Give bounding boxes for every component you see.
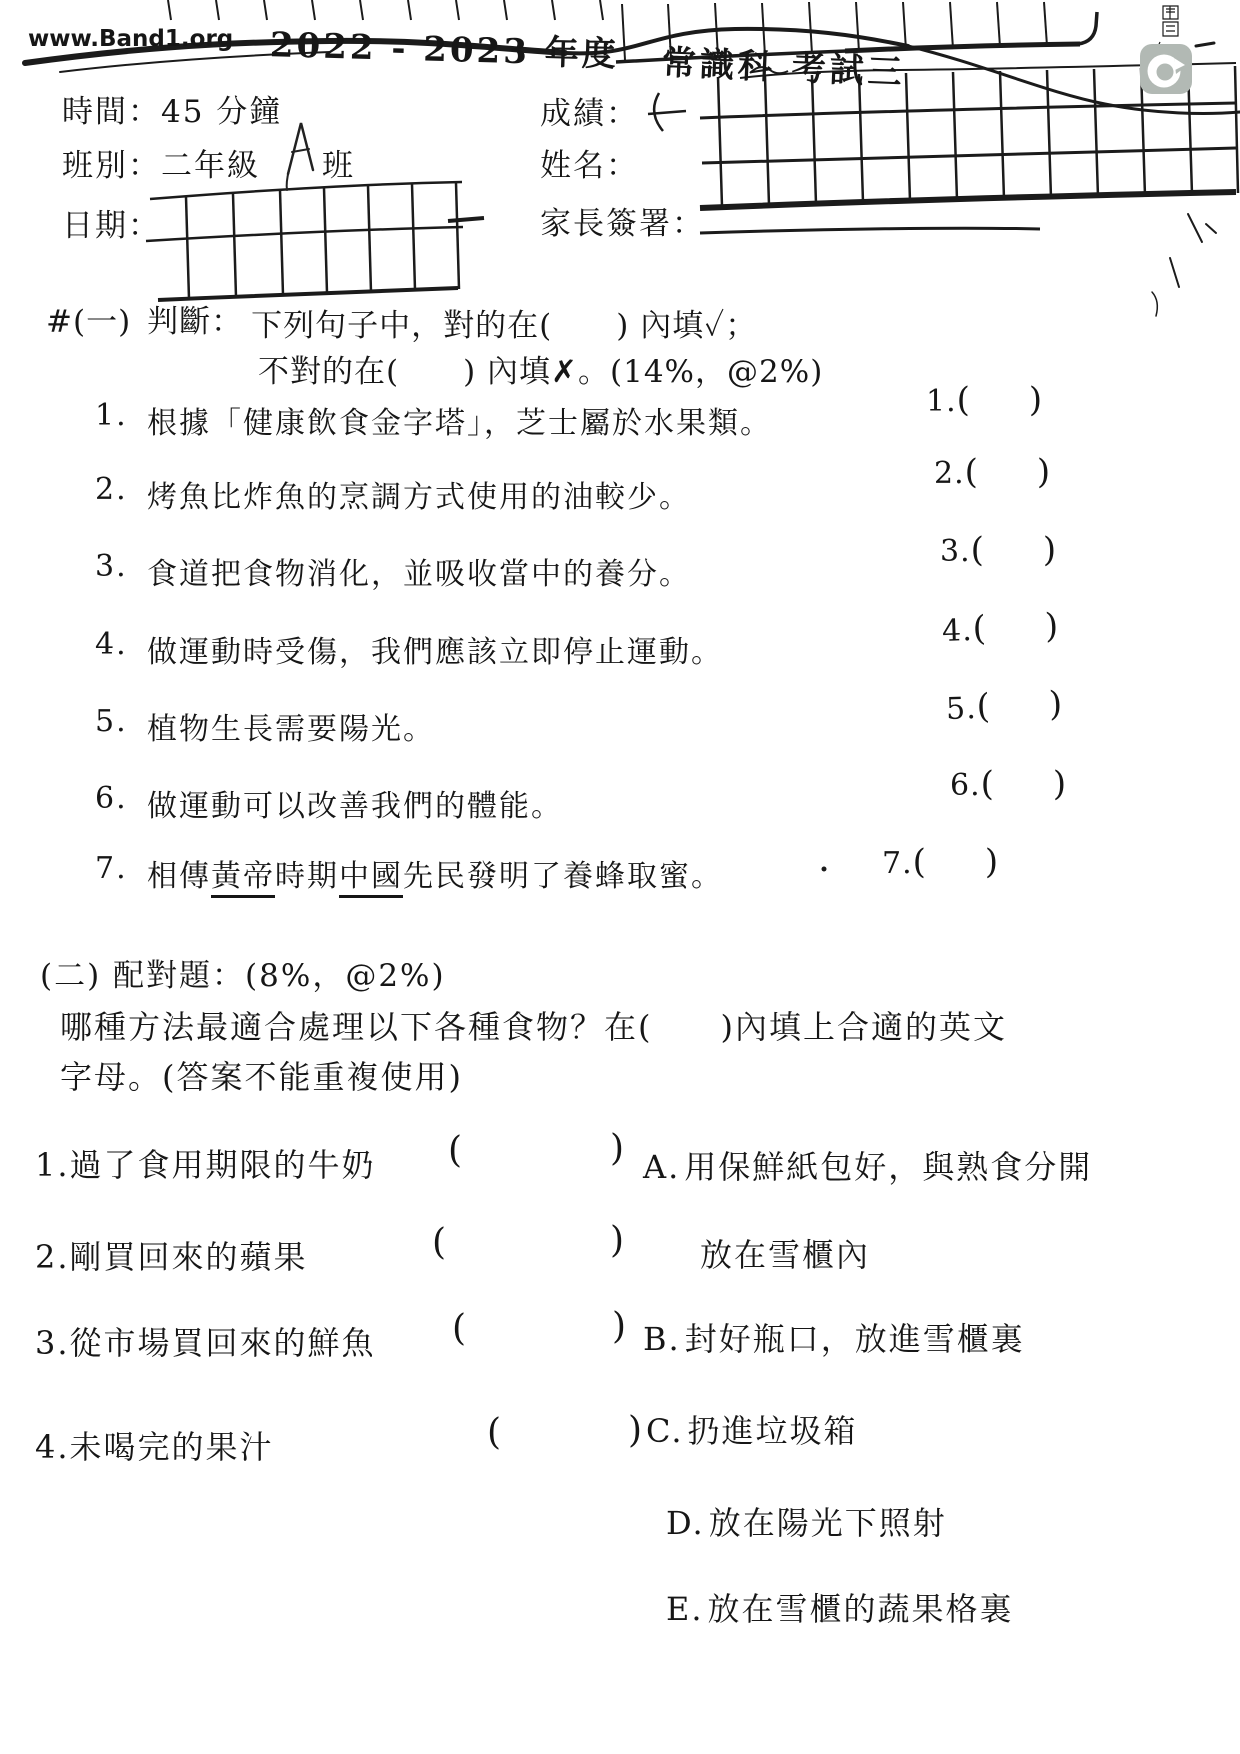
question-number: 3. <box>95 549 128 584</box>
time-value: 45 分鐘 <box>161 94 283 130</box>
name-label: 姓名： <box>540 148 639 184</box>
matching-option-a-line2: 放在雪櫃內 <box>700 1236 871 1274</box>
class-suffix: 班 <box>322 148 355 184</box>
section1-number: #(一) <box>46 304 132 340</box>
question-text: 植物生長需要陽光。 <box>147 712 435 747</box>
score-name-grid[interactable] <box>700 66 1238 206</box>
matching-blank-3-close[interactable]: ) <box>612 1306 627 1347</box>
question-number: 4. <box>95 627 128 662</box>
exam-title-year: 2022 - 2023 年度 <box>269 25 620 75</box>
matching-blank-4-open[interactable]: ( <box>487 1412 502 1453</box>
question-text: 做運動時受傷，我們應該立即停止運動。 <box>147 635 723 670</box>
section2-instruction-line2: 字母。(答案不能重複使用) <box>60 1058 463 1096</box>
answer-blank-1[interactable]: 1.( ) <box>926 380 1044 420</box>
matching-option-e: E. 放在雪櫃的蔬果格裏 <box>666 1590 1014 1628</box>
matching-blank-2-close[interactable]: ) <box>610 1220 625 1261</box>
question-text: 根據「健康飲食金字塔」，芝士屬於水果類。 <box>147 406 772 441</box>
answer-blank-6[interactable]: 6.( ) <box>950 764 1068 804</box>
matching-option-b: B. 封好瓶口，放進雪櫃裏 <box>643 1320 1025 1358</box>
matching-item-4: 4.未喝完的果汁 <box>35 1428 274 1466</box>
matching-option-d: D. 放在陽光下照射 <box>666 1504 947 1542</box>
matching-blank-1-close[interactable]: ) <box>610 1128 625 1169</box>
question-number: 1. <box>95 398 128 433</box>
question-text: 做運動可以改善我們的體能。 <box>147 789 563 824</box>
date-label: 日期： <box>62 208 161 244</box>
parent-sign-label: 家長簽署： <box>540 206 705 242</box>
section2-instruction-line1: 哪種方法最適合處理以下各種食物？在( )內填上合適的英文 <box>60 1008 1007 1046</box>
question-number: 2. <box>95 472 128 507</box>
section1-label: 判斷： <box>147 304 244 340</box>
class-grade-text: 二年級 <box>161 148 260 184</box>
site-watermark: www.Band1.org <box>28 26 234 52</box>
score-label: 成績： <box>540 96 639 132</box>
class-label: 班別： <box>62 148 161 184</box>
answer-blank-4[interactable]: 4.( ) <box>941 605 1060 650</box>
time-label: 時間： <box>62 94 161 130</box>
underlined-term: 中國 <box>339 859 403 898</box>
matching-option-a: A. 用保鮮紙包好，與熟食分開 <box>643 1148 1093 1186</box>
section1-instruction-line1: 下列句子中，對的在( ) 內填✓； <box>251 308 758 344</box>
question-number: 5. <box>95 704 128 739</box>
question-text: 相傳黃帝時期中國先民發明了養蜂取蜜。 <box>147 851 723 895</box>
answer-blank-5[interactable]: 5.( ) <box>945 683 1064 728</box>
exam-title-subject: 常識科 考試三 <box>661 42 907 94</box>
matching-blank-3-open[interactable]: ( <box>452 1308 467 1349</box>
question-text: 食道把食物消化，並吸收當中的養分。 <box>147 557 691 592</box>
class-date-grid[interactable] <box>150 182 465 300</box>
answer-blank-7[interactable]: 7.( ) <box>882 842 1000 882</box>
matching-blank-1-open[interactable]: ( <box>448 1130 463 1171</box>
parent-sign-blank[interactable] <box>700 200 1040 234</box>
class-field <box>62 140 355 185</box>
answer-blank-2[interactable]: 2.( ) <box>934 452 1052 492</box>
answer-blank-3[interactable]: 3.( ) <box>940 530 1058 570</box>
time-field <box>62 86 282 131</box>
question-number: 6. <box>95 781 128 816</box>
matching-option-c: C. 扔進垃圾箱 <box>646 1412 858 1450</box>
matching-blank-2-open[interactable]: ( <box>432 1222 447 1263</box>
section1-heading <box>46 296 758 344</box>
section1-instruction-line2: 不對的在( ) 內填✗。(14%，@2%) <box>258 354 824 390</box>
underlined-term: 黃帝 <box>211 859 275 898</box>
matching-item-2: 2.剛買回來的蘋果 <box>35 1238 308 1276</box>
matching-item-1: 1.過了食用期限的牛奶 <box>35 1146 376 1184</box>
matching-item-3: 3.從市場買回來的鮮魚 <box>35 1324 376 1362</box>
question-text: 烤魚比炸魚的烹調方式使用的油較少。 <box>147 480 691 515</box>
question-number: 7. <box>95 851 128 886</box>
section2-heading: (二) 配對題：(8%，@2%) <box>40 958 446 994</box>
matching-blank-4-close[interactable]: ) <box>628 1410 643 1451</box>
